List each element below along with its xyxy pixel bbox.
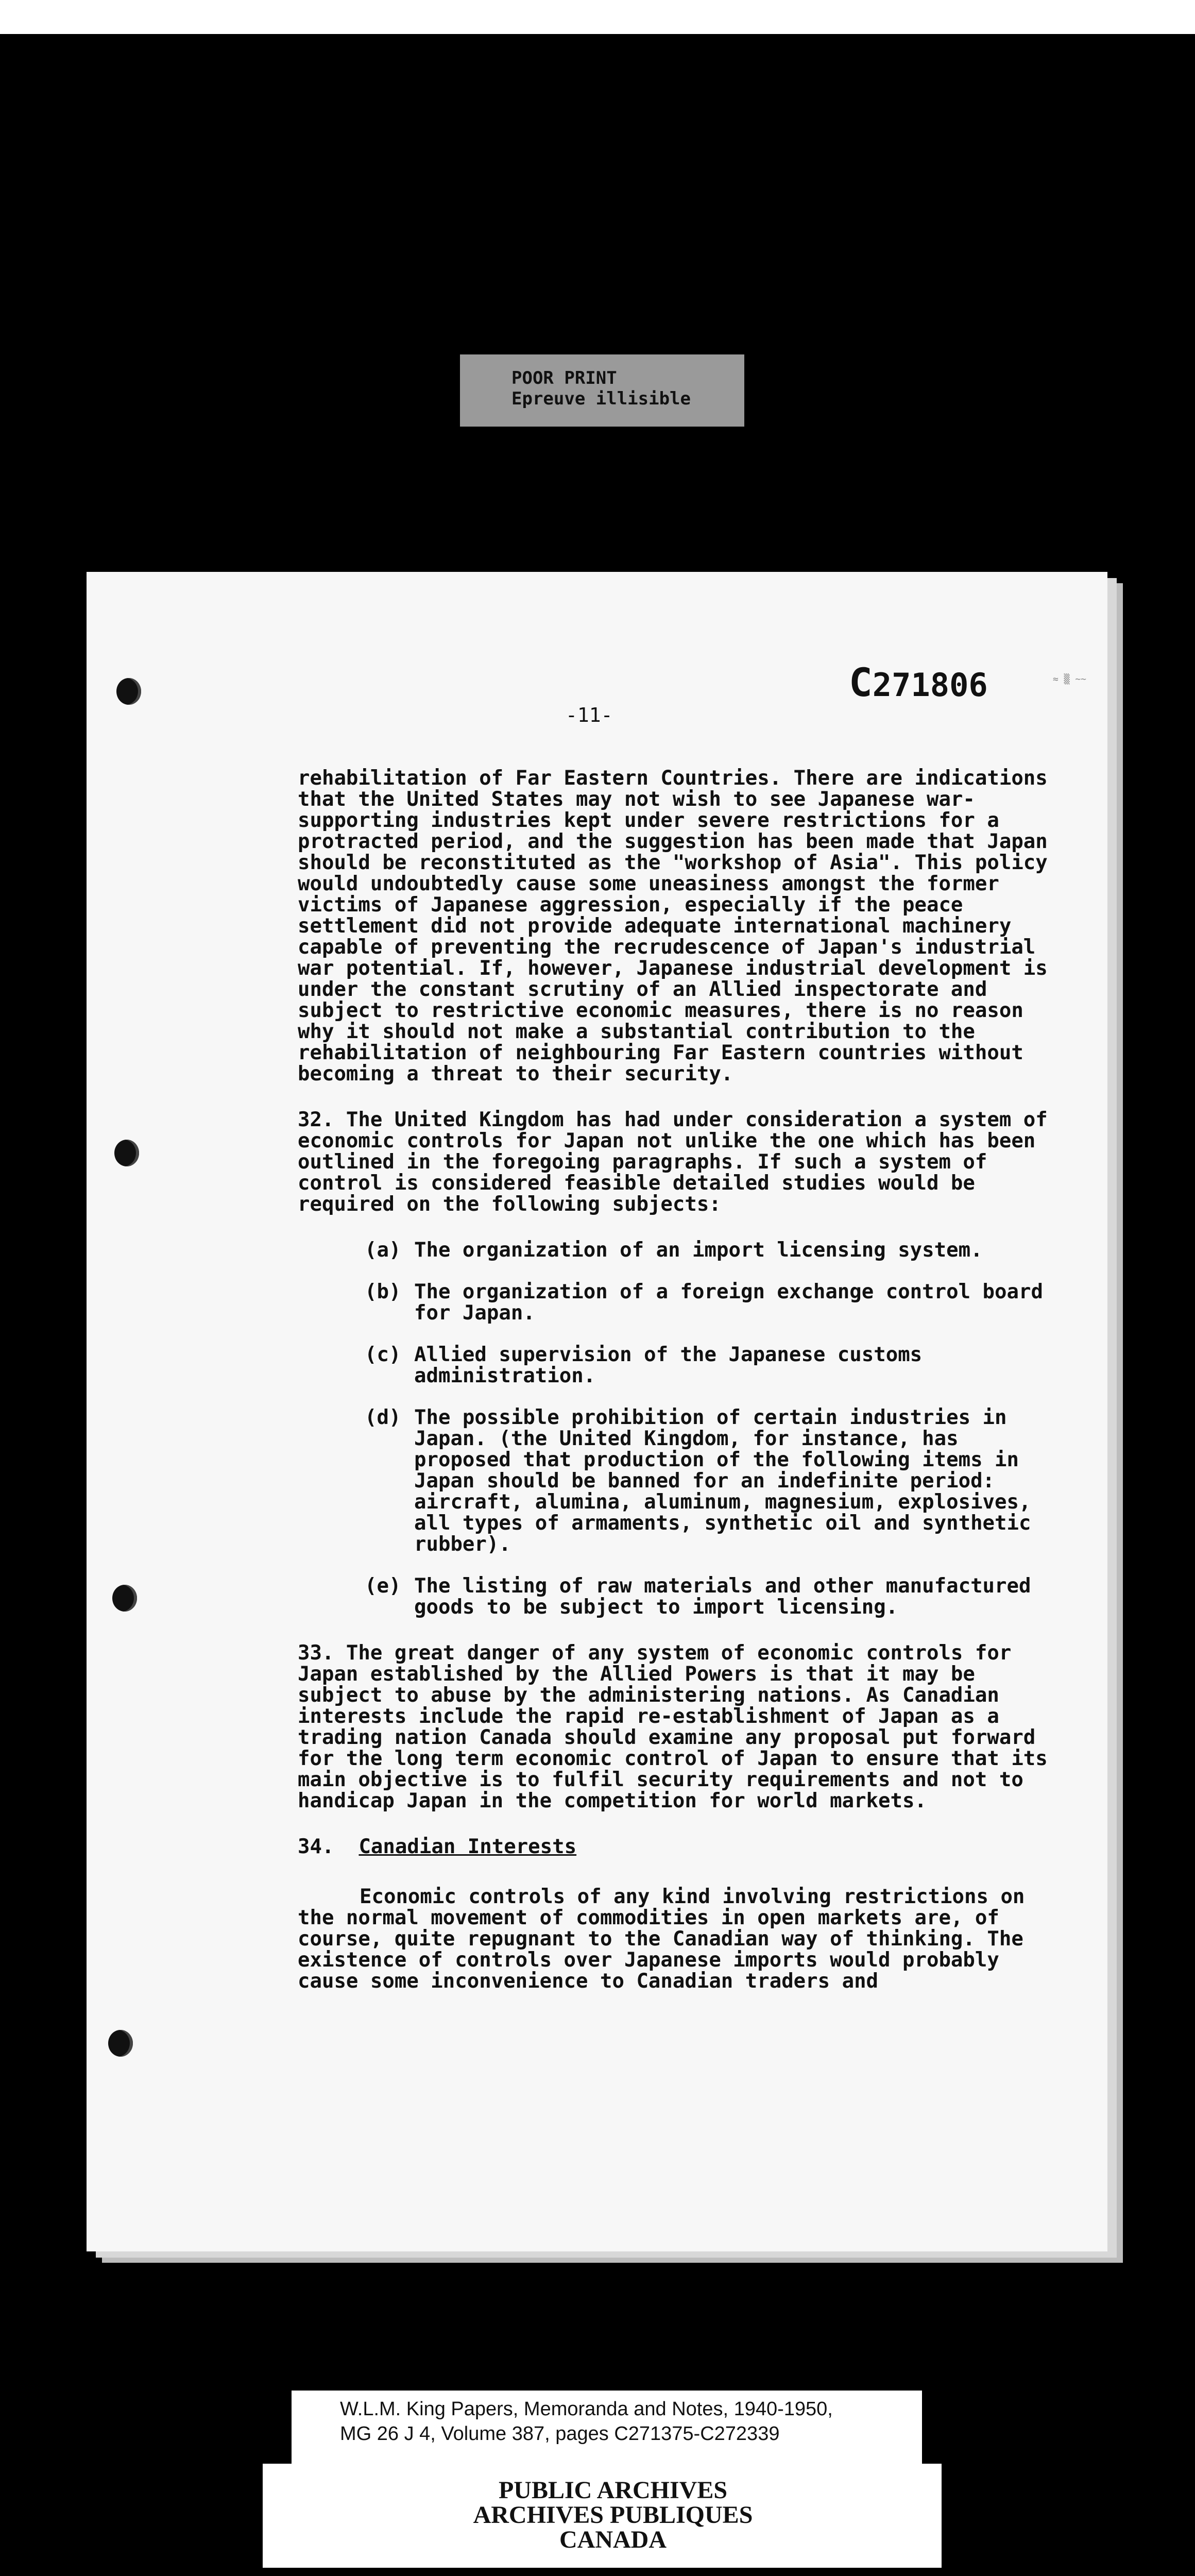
document-number (849, 659, 988, 705)
punch-hole (108, 2030, 133, 2057)
list-text: The possible prohibition of certain industries in Japan. (the United Kingdom, for instance, has proposed that production of the following items in Japan should be banned for an indefinite period: aircraft, alumina, aluminum, magnesium, explosives, all types of armaments, synthetic oil and synthetic rubber). (414, 1406, 1031, 1556)
document-number-prefix: C (849, 659, 873, 705)
list-item (365, 1575, 1055, 1618)
archives-en: PUBLIC ARCHIVES (498, 2477, 728, 2504)
list-letter: (a) (365, 1239, 401, 1262)
punch-hole (112, 1585, 137, 1612)
list-text: Allied supervision of the Japanese customs administration. (414, 1343, 923, 1387)
stamp-line-2: Epreuve illisible (511, 388, 691, 409)
archives-country: CANADA (559, 2526, 667, 2553)
list-item (365, 1344, 1055, 1386)
margin-note: ≈ ▒ ~~ (1053, 674, 1087, 685)
list-text: The organization of a foreign exchange control board for Japan. (414, 1280, 1043, 1325)
archive-reference (340, 2397, 917, 2446)
list-letter: (b) (365, 1280, 401, 1303)
section-number: 34. (298, 1835, 334, 1858)
list-letter: (e) (365, 1574, 401, 1598)
list-text: The listing of raw materials and other manufactured goods to be subject to import licensing. (414, 1574, 1031, 1619)
footer-tab (922, 2391, 942, 2464)
document-page (87, 572, 1107, 2251)
subjects-list (298, 1240, 1055, 1618)
list-letter: (c) (365, 1343, 401, 1366)
punch-hole (116, 678, 141, 705)
reference-line-2: MG 26 J 4, Volume 387, pages C271375-C272339 (340, 2423, 780, 2445)
archives-fr: ARCHIVES PUBLIQUES (473, 2501, 753, 2529)
reference-line-1: W.L.M. King Papers, Memoranda and Notes, 1940-1950, (340, 2398, 833, 2420)
paragraph-continuation: rehabilitation of Far Eastern Countries. There are indications that the United States may not wish to see Japanese war-supporting industries kept under severe restrictions for a protracted period, and the suggestion has been made that Japan should be reconstituted as the "workshop of Asia". This policy would undoubtedly cause some uneasiness amongst the former victims of Japanese aggression, especially if the peace settlement did not provide adequate international machinery capable of preventing the recrudescence of Japan's industrial war potential. If, however, Japanese industrial development is under the constant scrutiny of an Allied inspectorate and subject to restrictive economic measures, there is no reason why it should not make a substantial contribution to the rehabilitation of neighbouring Far Eastern countries without becoming a threat to their security. (298, 767, 1048, 1086)
archives-stamp (319, 2478, 907, 2552)
footer-tab (263, 2391, 292, 2464)
punch-hole (114, 1140, 139, 1166)
list-item (365, 1407, 1055, 1555)
poor-print-stamp (460, 354, 744, 427)
list-item (365, 1281, 1055, 1324)
list-item (365, 1240, 1055, 1261)
paragraph-32: 32. The United Kingdom has had under consideration a system of economic controls for Japan not unlike the one which has been outlined in the foregoing paragraphs. If such a system of control is considered feasible detailed studies would be required on the following subjects: (298, 1108, 1048, 1216)
document-number-digits: 271806 (872, 666, 988, 704)
list-text: The organization of an import licensing system. (414, 1239, 983, 1262)
list-letter: (d) (365, 1406, 401, 1429)
section-title: Canadian Interests (358, 1835, 577, 1858)
body-text (298, 768, 1055, 2016)
paragraph-34: Economic controls of any kind involving restrictions on the normal movement of commodities in open markets are, of course, quite repugnant to the Canadian way of thinking. The existence of controls over Japanese imports would probably cause some inconvenience to Canadian traders and (298, 1885, 1025, 1993)
page-number: -11- (566, 704, 613, 726)
top-white-strip (0, 0, 1195, 34)
stamp-line-1: POOR PRINT (511, 368, 617, 388)
section-heading (298, 1836, 1055, 1857)
paragraph-33: 33. The great danger of any system of economic controls for Japan established by the Allied Powers is that it may be subject to abuse by the administering nations. As Canadian interests include the rapid re-establishment of Japan as a trading nation Canada should examine any proposal put forward for the long term economic control of Japan to ensure that its main objective is to fulfil security requirements and not to handicap Japan in the competition for world markets. (298, 1641, 1048, 1812)
